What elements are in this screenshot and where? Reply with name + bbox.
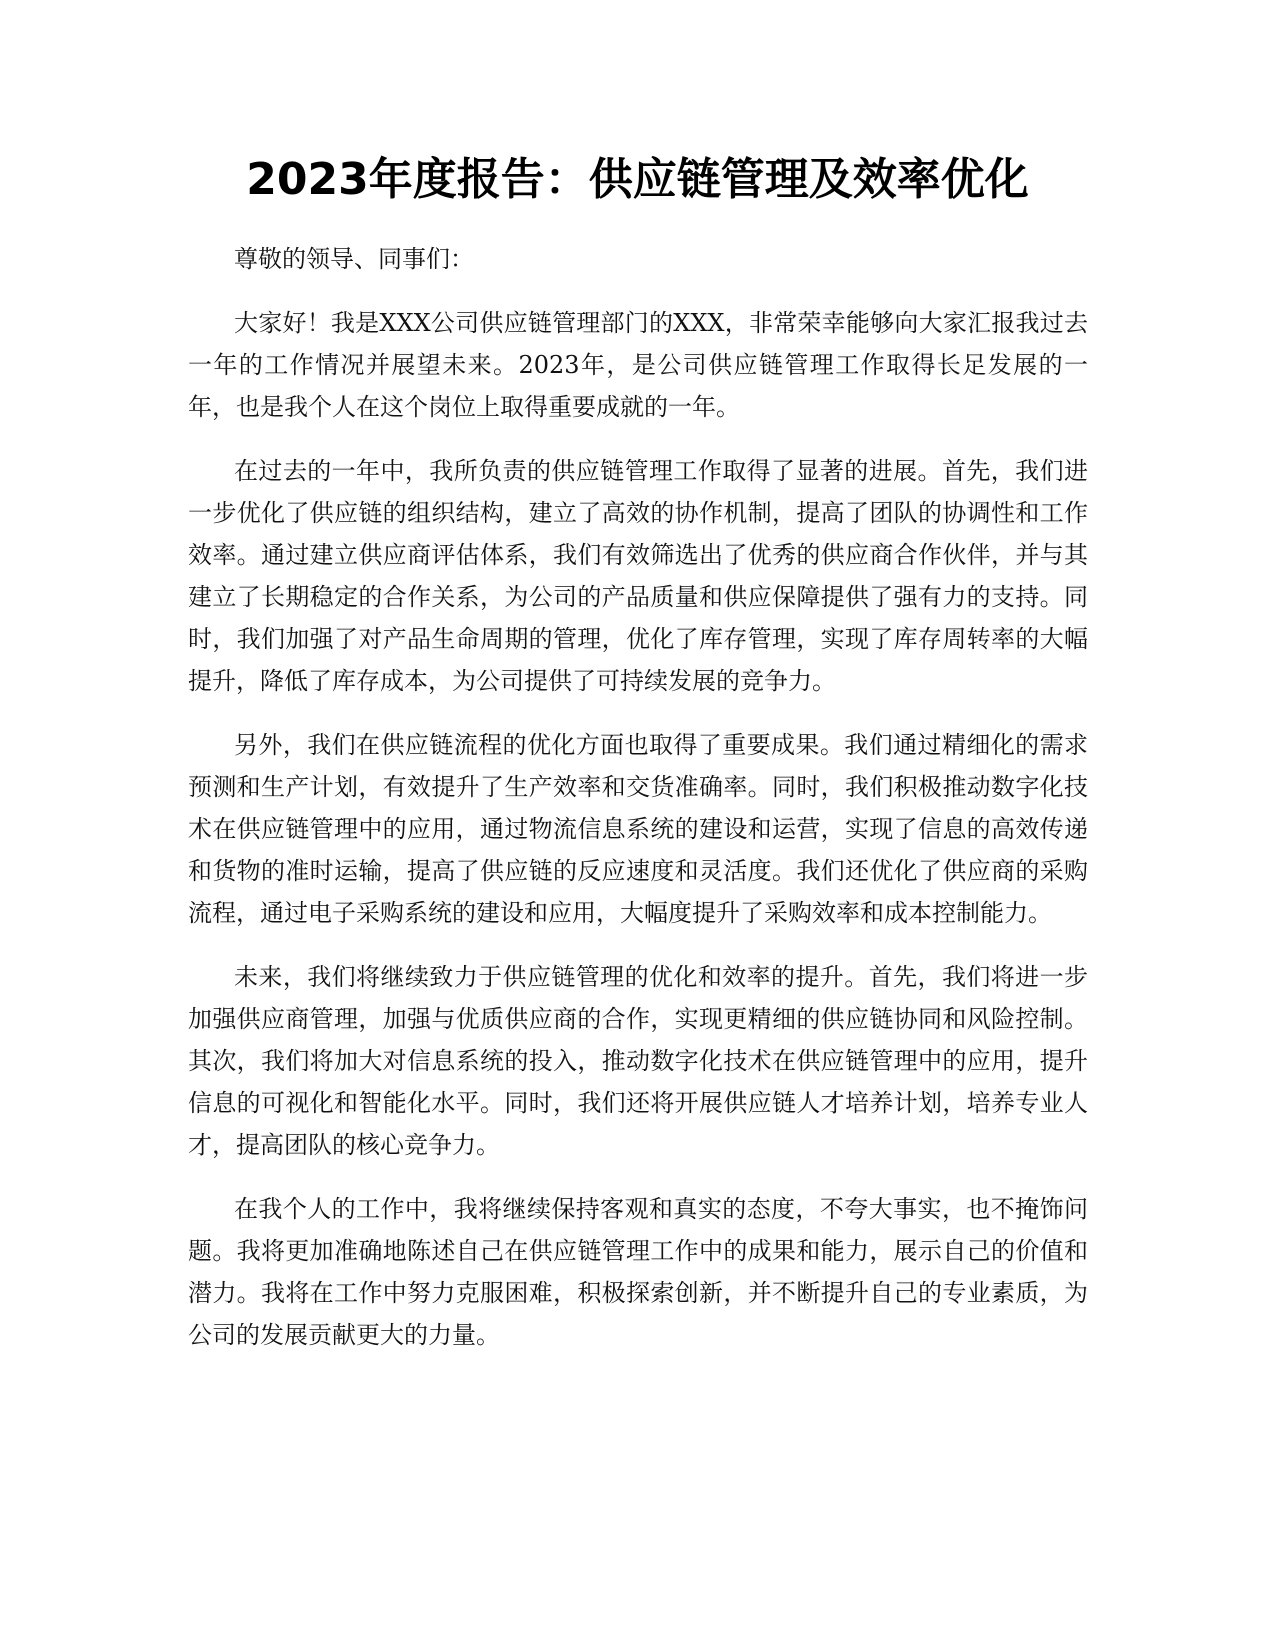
paragraph-personal-commitment: 在我个人的工作中，我将继续保持客观和真实的态度，不夸大事实，也不掩饰问题。我将更加准确地陈述自己在供应链管理工作中的成果和能力，展示自己的价值和潜力。我将在工作中努力克服困难，积极探索创新，并不断提升自己的专业素质，为公司的发展贡献更大的力量。 [188,1195,1088,1349]
document-body [188,238,1088,1378]
paragraph-achievements: 在过去的一年中，我所负责的供应链管理工作取得了显著的进展。首先，我们进一步优化了供应链的组织结构，建立了高效的协作机制，提高了团队的协调性和工作效率。通过建立供应商评估体系，我们有效筛选出了优秀的供应商合作伙伴，并与其建立了长期稳定的合作关系，为公司的产品质量和供应保障提供了强有力的支持。同时，我们加强了对产品生命周期的管理，优化了库存管理，实现了库存周转率的大幅提升，降低了库存成本，为公司提供了可持续发展的竞争力。 [188,457,1088,695]
document-title: 2023年度报告：供应链管理及效率优化 [246,154,1029,205]
paragraph-introduction: 大家好！我是XXX公司供应链管理部门的XXX，非常荣幸能够向大家汇报我过去一年的工作情况并展望未来。2023年，是公司供应链管理工作取得长足发展的一年，也是我个人在这个岗位上取得重要成就的一年。 [188,309,1088,421]
paragraph-process-optimization: 另外，我们在供应链流程的优化方面也取得了重要成果。我们通过精细化的需求预测和生产计划，有效提升了生产效率和交货准确率。同时，我们积极推动数字化技术在供应链管理中的应用，通过物流信息系统的建设和运营，实现了信息的高效传递和货物的准时运输，提高了供应链的反应速度和灵活度。我们还优化了供应商的采购流程，通过电子采购系统的建设和应用，大幅度提升了采购效率和成本控制能力。 [188,731,1088,927]
paragraph-future-plans: 未来，我们将继续致力于供应链管理的优化和效率的提升。首先，我们将进一步加强供应商管理，加强与优质供应商的合作，实现更精细的供应链协同和风险控制。其次，我们将加大对信息系统的投入，推动数字化技术在供应链管理中的应用，提升信息的可视化和智能化水平。同时，我们还将开展供应链人才培养计划，培养专业人才，提高团队的核心竞争力。 [188,963,1088,1159]
salutation: 尊敬的领导、同事们： [234,245,474,273]
